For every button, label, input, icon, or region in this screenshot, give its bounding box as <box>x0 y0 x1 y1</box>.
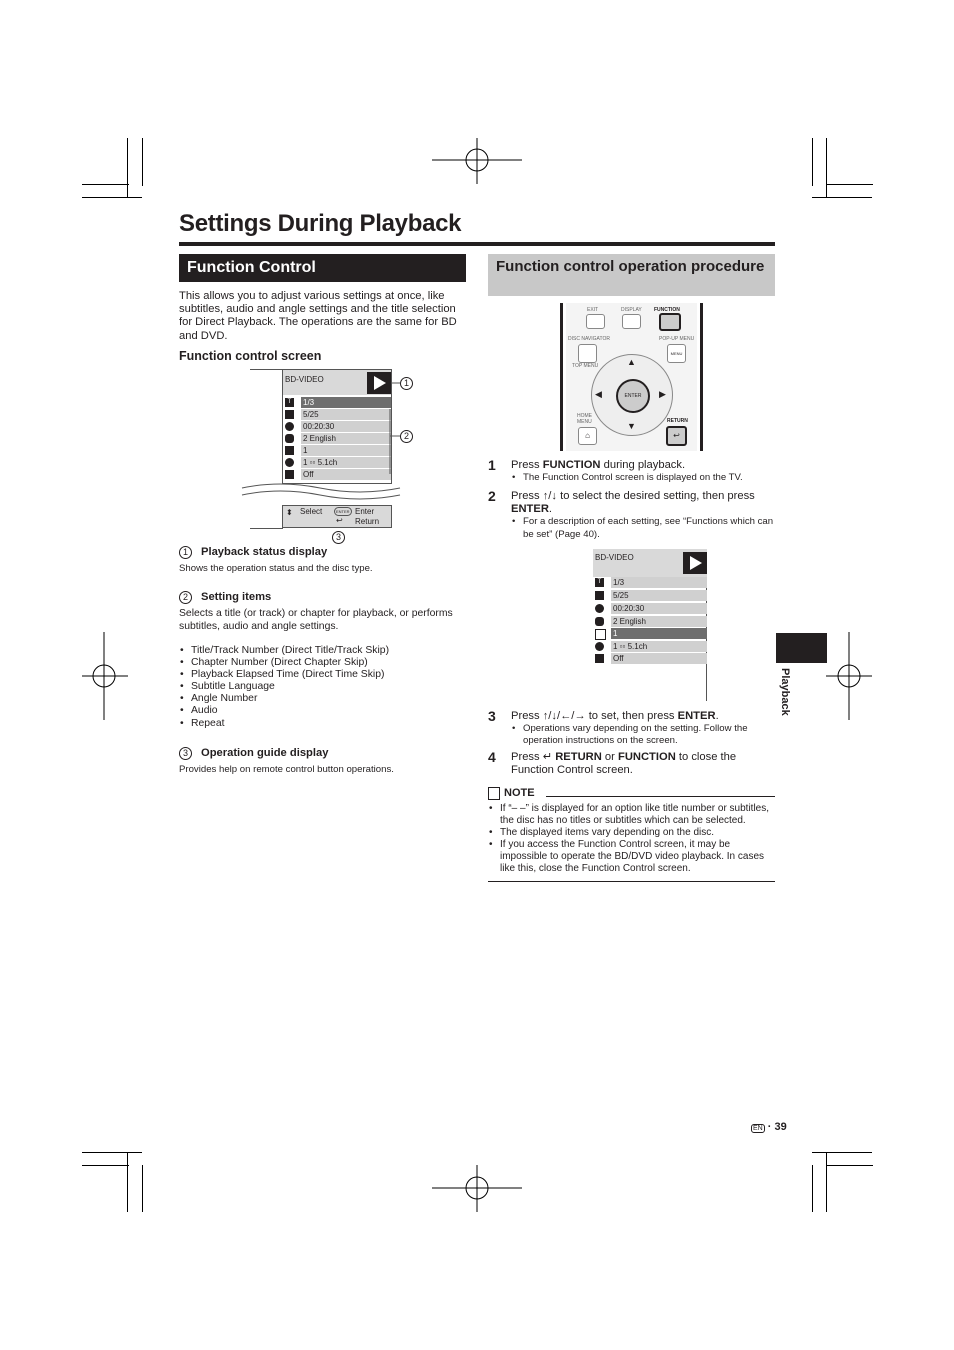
subtitle-icon <box>285 434 294 443</box>
up-arrow-icon: ▲ <box>627 357 636 367</box>
list-item: • The displayed items vary depending on the disc. <box>488 827 775 839</box>
setting-row-time: 00:20:30 <box>283 421 391 432</box>
side-tab-label: Playback <box>779 668 791 716</box>
menu-button: MENU <box>667 344 686 363</box>
exit-button <box>586 314 605 329</box>
page-footer <box>751 1121 787 1133</box>
lang-badge: EN <box>753 1125 763 1132</box>
function-button <box>659 313 681 331</box>
notes-list <box>488 803 775 876</box>
note-box <box>488 787 775 882</box>
step-4: 4 Press ↵ RETURN or FUNCTION to close the Function Control screen. <box>488 749 737 777</box>
fc-screen <box>282 369 392 484</box>
step-2: 2 Press ↑/↓ to select the desired setting, then press ENTER. • For a description of each setting, see “Functions which can be set” (Page 40). <box>488 490 775 541</box>
setting-row-repeat: Off <box>593 653 707 664</box>
list-item: • Audio <box>179 705 469 717</box>
setting-row-angle: 1 <box>593 628 707 639</box>
list-item: • Chapter Number (Direct Chapter Skip) <box>179 657 469 669</box>
display-button <box>622 314 641 329</box>
list-item: • If “– –” is displayed for an option like title number or subtitles, the disc has no titles or subtitles which can be selected. <box>488 803 775 827</box>
section-title-procedure: Function control operation procedure <box>488 254 775 296</box>
item-operation-guide: 3 Operation guide display Provides help on remote control button operations. <box>179 747 394 775</box>
repeat-icon <box>285 470 294 479</box>
chapter-icon <box>595 591 604 600</box>
screen-heading: Function control screen <box>179 349 322 363</box>
audio-icon <box>595 642 604 651</box>
page-title: Settings During Playback <box>179 210 462 237</box>
disc-navigator-button <box>578 344 597 363</box>
setting-row-time: 00:20:30 <box>593 603 707 614</box>
setting-items-list <box>179 645 469 730</box>
setting-row-audio: 1 ▫▫ 5.1ch <box>283 457 391 468</box>
fc-header <box>283 370 391 395</box>
callout-2: 2 <box>400 430 413 443</box>
title-rule <box>179 242 775 246</box>
item-setting-items: 2 Setting items Selects a title (or track) or chapter for playback, or performs subtitles, audio and angle settings. <box>179 591 453 632</box>
list-item: • Repeat <box>179 718 469 730</box>
intro-paragraph: This allows you to adjust various settings at once, like subtitles, audio and angle settings and the title selection for Direct Playback. The operations are the same for BD and DVD. <box>179 290 457 342</box>
remote-control-illustration: EXIT DISPLAY FUNCTION DISC NAVIGATOR POP-UP MENU MENU TOP MENU ▲ ▼ ◀ ▶ ENTER HOME MENU RETURN ⌂ ↩ <box>560 303 703 451</box>
note-icon <box>488 787 500 800</box>
step-1: 1 Press FUNCTION during playback. • The Function Control screen is displayed on the TV. <box>488 459 775 484</box>
setting-row-subtitle: 2 English <box>593 616 707 627</box>
setting-row-angle: 1 <box>283 445 391 456</box>
title-icon: T <box>595 578 604 587</box>
setting-row-title: T 1/3 <box>283 397 391 408</box>
function-control-screen-selected <box>593 549 707 701</box>
audio-icon <box>285 458 294 467</box>
subtitle-icon <box>595 617 604 626</box>
enter-icon: ENTER <box>336 509 350 514</box>
page-number: 39 <box>774 1121 787 1133</box>
list-item: • Angle Number <box>179 693 469 705</box>
operation-guide: ⬍ Select ENTER Enter ↩ Return <box>282 505 392 528</box>
section-title-function-control: Function Control <box>179 254 466 282</box>
disc-type: BD-VIDEO <box>285 375 324 384</box>
title-icon: T <box>285 398 294 407</box>
setting-row-chapter: 5/25 <box>283 409 391 420</box>
callout-leaders <box>380 374 420 544</box>
angle-icon <box>595 629 606 640</box>
list-item: • Subtitle Language <box>179 681 469 693</box>
play-icon <box>683 552 707 574</box>
repeat-icon <box>595 654 604 663</box>
page-sep: · <box>767 1121 772 1133</box>
angle-icon <box>285 446 294 455</box>
list-item: • If you access the Function Control screen, it may be impossible to operate the BD/DVD video playback. In cases like this, close the Function Control screen. <box>488 839 775 875</box>
setting-row-repeat: Off <box>283 469 391 480</box>
chapter-icon <box>285 410 294 419</box>
clock-icon <box>595 604 604 613</box>
callout-3: 3 <box>332 531 345 544</box>
side-tab-block <box>776 633 827 663</box>
setting-row-title: T 1/3 <box>593 577 707 588</box>
setting-row-subtitle: 2 English <box>283 433 391 444</box>
note-title: NOTE <box>504 787 535 799</box>
step-3: 3 Press ↑/↓/←/→ to set, then press ENTER. • Operations vary depending on the setting. Follow the operation instructions on the screen. <box>488 710 775 747</box>
updown-icon: ⬍ <box>286 508 293 517</box>
home-menu-button: ⌂ <box>578 427 597 445</box>
item-playback-status: 1 Playback status display Shows the operation status and the disc type. <box>179 546 373 574</box>
setting-row-audio: 1 ▫▫ 5.1ch <box>593 641 707 652</box>
right-arrow-icon: ▶ <box>659 389 666 399</box>
dpad <box>591 354 673 436</box>
list-item: • Playback Elapsed Time (Direct Time Skip) <box>179 669 469 681</box>
disc-type: BD-VIDEO <box>595 553 634 562</box>
return-icon: ↩ <box>336 516 343 525</box>
return-button: ↩ <box>666 426 687 446</box>
setting-row-chapter: 5/25 <box>593 590 707 601</box>
callout-1: 1 <box>400 377 413 390</box>
down-arrow-icon: ▼ <box>627 421 636 431</box>
enter-button: ENTER <box>616 379 650 413</box>
list-item: • Title/Track Number (Direct Title/Track Skip) <box>179 645 469 657</box>
clock-icon <box>285 422 294 431</box>
left-arrow-icon: ◀ <box>595 389 602 399</box>
